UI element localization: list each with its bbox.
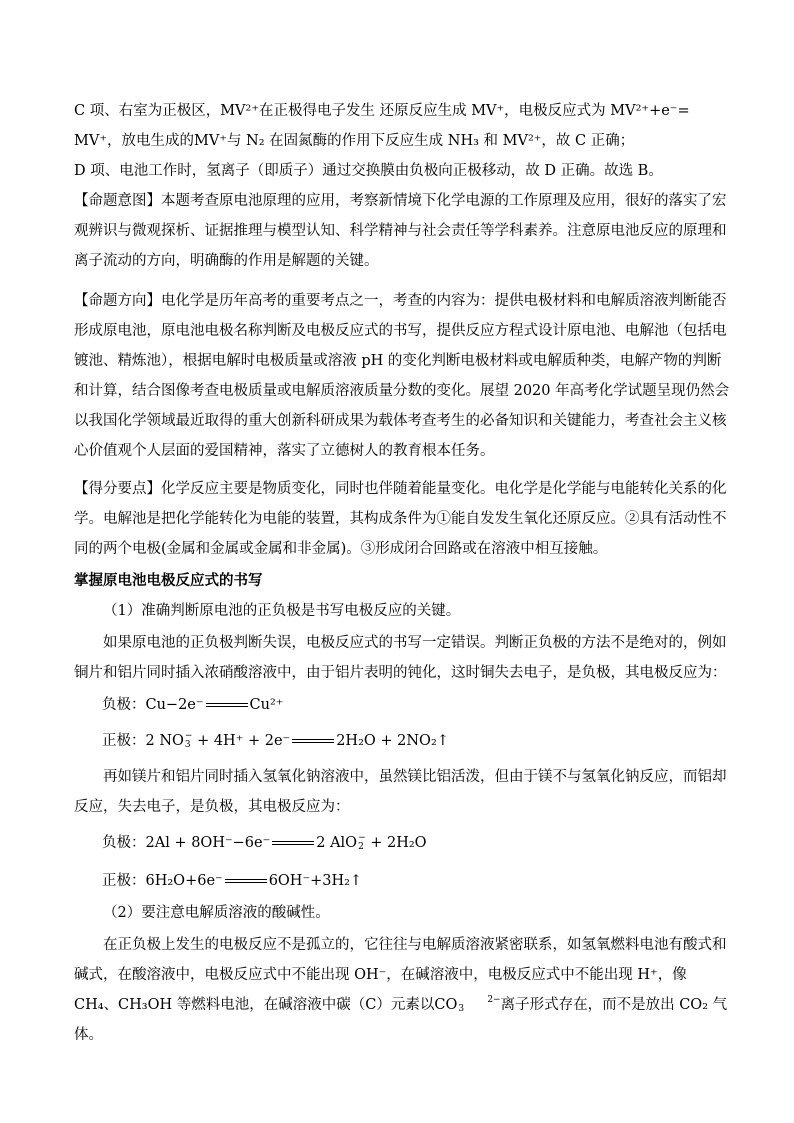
equation-right-rest: + 2H₂O — [365, 835, 427, 851]
equation-left: Cu−2e⁻ — [145, 697, 204, 713]
paragraph-direction — [74, 286, 734, 466]
points-tag: 【得分要点】 — [74, 481, 161, 497]
equation-left: 2Al + 8OH⁻−6e⁻ — [145, 835, 271, 851]
section-title: 掌握原电池电极反应式的书写 — [74, 572, 263, 589]
nitrate-charge: − 3 — [184, 731, 193, 750]
paragraph-points — [74, 474, 734, 564]
equation-right: 2H₂O + 2NO₂↑ — [336, 733, 449, 749]
equals-double-line-icon — [272, 841, 314, 845]
carbonate-formula: CO — [434, 997, 458, 1013]
equation-no3-positive — [102, 726, 449, 756]
item-2-text — [74, 930, 734, 1050]
equation-left: 6H₂O+6e⁻ — [145, 873, 223, 889]
equation-label: 正极： — [102, 733, 146, 749]
paragraph-option-c: C 项、右室为正极区，MV²⁺在正极得电子发生 还原反应生成 MV⁺，电极反应式为 MV²⁺+e⁻= MV⁺，放电生成的MV⁺与 N₂ 在固氮酶的作用下反应生成 NH₃ 和 MV²⁺，故 C 正确； — [74, 103, 690, 149]
equals-double-line-icon — [225, 879, 267, 883]
equation-al-negative — [102, 828, 427, 858]
points-text: 化学反应主要是物质变化，同时也伴随着能量变化。电化学是化学能与电能转化关系的化学。电解池是把化学能转化为电能的装置，其构成条件为①能自发发生氧化还原反应。②具有活动性不同的两个电极(金属和金属或金属和非金属)。③形成闭合回路或在溶液中相互接触。 — [74, 481, 727, 557]
aluminate-charge: − 2 — [358, 833, 366, 852]
item-2-heading: （2）要注意电解质溶液的酸碱性。 — [103, 905, 330, 921]
equation-right: 6OH⁻+3H₂↑ — [268, 873, 363, 889]
paragraph-option-d: D 项、电池工作时，氢离子（即质子）通过交换膜由负极向正极移动，故 D 正确。故选 B。 — [74, 163, 663, 179]
equation-cu-negative — [102, 690, 283, 720]
equation-left: 2 NO — [145, 733, 184, 749]
item-2-text-c: 离子形式存在，而不是放出 CO₂ 气体。 — [74, 997, 728, 1043]
equation-label: 负极： — [102, 697, 146, 713]
equation-label: 负极： — [102, 835, 146, 851]
item-2-text-a: 在正负极上发生的电极反应不是孤立的，它往往与电解质溶液紧密联系，如氢氧燃料电池有酸式和碱式，在酸溶液中，电极反应式中不能出现 OH⁻，在碱溶液中，电极反应式中不能出现 H⁺，像 CH₄、CH₃OH 等燃料电池，在碱溶液中碳（C）元素以 — [74, 937, 727, 1013]
equation-label: 正极： — [102, 873, 146, 889]
intent-tag: 【命题意图】 — [74, 193, 161, 209]
direction-tag: 【命题方向】 — [74, 293, 161, 309]
direction-text: 电化学是历年高考的重要考点之一，考查的内容为：提供电极材料和电解质溶液判断能否形成原电池，原电池电极名称判断及电极反应式的书写，提供反应方程式设计原电池、电解池（包括电镀池、精炼池），根据电解时电极质量或溶液 pH 的变化判断电极材料或电解质种类，电解产物的判断和计算，结合图像考查电极质量或电解质溶液质量分数的变化。展望 2020 年高考化学试题呈现仍然会以我国化学领域最近取得的重大创新科研成果为载体考查考生的必备知识和关键能力，考查社会主义核心价值观个人层面的爱国精神，落实了立德树人的教育根本任务。 — [74, 293, 730, 459]
intent-text: 本题考查原电池原理的应用，考察新情境下化学电源的工作原理及应用，很好的落实了宏观辨识与微观探析、证据推理与模型认知、科学精神与社会责任等学科素养。注意原电池反应的原理和离子流动的方向，明确酶的作用是解题的关键。 — [74, 193, 727, 269]
item-1-heading: （1）准确判断原电池的正负极是书写电极反应的关键。 — [103, 603, 461, 619]
equation-h2o-positive — [102, 866, 362, 896]
paragraph-mg-al: 再如镁片和铝片同时插入氢氧化钠溶液中，虽然镁比铝活泼，但由于镁不与氢氧化钠反应，而铝却反应，失去电子，是负极，其电极反应为： — [74, 769, 727, 815]
paragraph-intent — [74, 186, 734, 276]
carbonate-charge: 2− 3 — [458, 995, 501, 1014]
equals-double-line-icon — [292, 739, 334, 743]
equation-left-rest: + 4H⁺ + 2e⁻ — [192, 733, 291, 749]
equation-right: 2 AlO — [316, 835, 358, 851]
item-1-text: 如果原电池的正负极判断失误，电极反应式的书写一定错误。判断正负极的方法不是绝对的，例如铜片和铝片同时插入浓硝酸溶液中，由于铝片表明的钝化，这时铜失去电子，是负极，其电极反应为： — [74, 635, 727, 681]
equation-right: Cu²⁺ — [249, 697, 284, 713]
equals-double-line-icon — [206, 703, 248, 707]
